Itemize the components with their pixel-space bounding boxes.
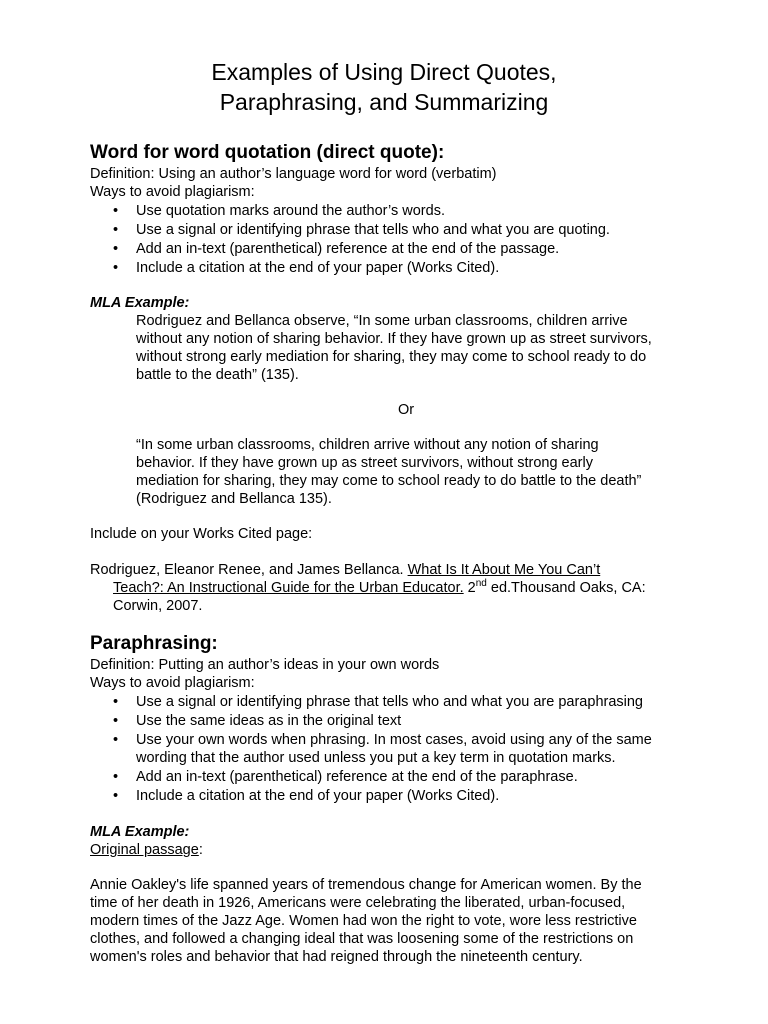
passage-line: time of her death in 1926, Americans were celebrating the liberated, urban-focused, bbox=[90, 895, 626, 911]
citation-line-3: Corwin, 2007. bbox=[113, 598, 203, 614]
citation-edition-number: 2 bbox=[463, 580, 476, 596]
paraphrasing-heading: Paraphrasing: bbox=[90, 633, 218, 654]
paraphrasing-bullet-3: Use your own words when phrasing. In most cases, avoid using any of the same bbox=[136, 732, 652, 748]
original-passage-text: Original passage bbox=[90, 842, 199, 858]
direct-quote-definition: Definition: Using an author’s language word for word (verbatim) bbox=[90, 166, 497, 182]
direct-quote-ways-label: Ways to avoid plagiarism: bbox=[90, 184, 255, 200]
citation-book-title: What Is It About Me You Can’t bbox=[407, 562, 601, 578]
bullet-icon: • bbox=[113, 732, 119, 748]
bullet-icon: • bbox=[113, 222, 119, 238]
paraphrasing-mla-label: MLA Example: bbox=[90, 824, 190, 840]
mla-example-label: MLA Example: bbox=[90, 295, 190, 311]
passage-line: women's roles and behavior that had reigned through the nineteenth century. bbox=[90, 949, 583, 965]
example1-line: battle to the death” (135). bbox=[136, 367, 299, 383]
bullet-icon: • bbox=[113, 713, 119, 729]
passage-line: Annie Oakley's life spanned years of tremendous change for American women. By the bbox=[90, 877, 642, 893]
bullet-icon: • bbox=[113, 241, 119, 257]
direct-quote-bullet-1: Use quotation marks around the author’s words. bbox=[136, 203, 445, 219]
paraphrasing-bullet-5: Include a citation at the end of your paper (Works Cited). bbox=[136, 788, 500, 804]
citation-book-title-cont: Teach?: An Instructional Guide for the Urban Educator. bbox=[113, 580, 464, 596]
bullet-icon: • bbox=[113, 769, 119, 785]
bullet-icon: • bbox=[113, 260, 119, 276]
citation-edition-suffix: nd bbox=[475, 578, 487, 590]
example1-line: without strong early mediation for sharing, they may come to school ready to do bbox=[136, 349, 647, 365]
paraphrasing-bullet-1: Use a signal or identifying phrase that tells who and what you are paraphrasing bbox=[136, 694, 643, 710]
passage-line: modern times of the Jazz Age. Women had won the right to vote, wore less restrictive bbox=[90, 913, 637, 929]
original-passage-colon: : bbox=[198, 842, 203, 858]
direct-quote-bullet-4: Include a citation at the end of your paper (Works Cited). bbox=[136, 260, 500, 276]
paraphrasing-definition: Definition: Putting an author’s ideas in your own words bbox=[90, 657, 440, 673]
bullet-icon: • bbox=[113, 694, 119, 710]
citation-authors: Rodriguez, Eleanor Renee, and James Bellanca. bbox=[90, 562, 408, 578]
paraphrasing-bullet-2: Use the same ideas as in the original text bbox=[136, 713, 402, 729]
original-passage-label bbox=[90, 841, 203, 859]
example1-line: Rodriguez and Bellanca observe, “In some urban classrooms, children arrive bbox=[136, 313, 628, 329]
document-title-line2: Paraphrasing, and Summarizing bbox=[219, 89, 549, 115]
direct-quote-bullet-3: Add an in-text (parenthetical) reference at the end of the passage. bbox=[136, 241, 560, 257]
or-separator: Or bbox=[398, 402, 415, 418]
passage-line: clothes, and followed a changing ideal that was loosening some of the restrictions on bbox=[90, 931, 634, 947]
bullet-icon: • bbox=[113, 788, 119, 804]
example2-line: “In some urban classrooms, children arrive without any notion of sharing bbox=[136, 437, 599, 453]
example2-line: (Rodriguez and Bellanca 135). bbox=[136, 491, 332, 507]
citation-line-2 bbox=[113, 579, 646, 597]
paraphrasing-bullet-3-cont: wording that the author used unless you put a key term in quotation marks. bbox=[136, 750, 616, 766]
citation-edition-rest: ed.Thousand Oaks, CA: bbox=[486, 580, 646, 596]
citation-line-1 bbox=[90, 561, 600, 579]
direct-quote-bullet-2: Use a signal or identifying phrase that tells who and what you are quoting. bbox=[136, 222, 610, 238]
example2-line: behavior. If they have grown up as street survivors, without strong early bbox=[136, 455, 593, 471]
direct-quote-heading: Word for word quotation (direct quote): bbox=[90, 142, 445, 163]
paraphrasing-bullet-4: Add an in-text (parenthetical) reference at the end of the paraphrase. bbox=[136, 769, 578, 785]
example1-line: without any notion of sharing behavior. If they have grown up as street survivors, bbox=[136, 331, 652, 347]
document-title-line1: Examples of Using Direct Quotes, bbox=[211, 59, 557, 85]
paraphrasing-ways-label: Ways to avoid plagiarism: bbox=[90, 675, 255, 691]
bullet-icon: • bbox=[113, 203, 119, 219]
example2-line: mediation for sharing, they may come to school ready to do battle to the death” bbox=[136, 473, 642, 489]
works-cited-intro: Include on your Works Cited page: bbox=[90, 526, 313, 542]
